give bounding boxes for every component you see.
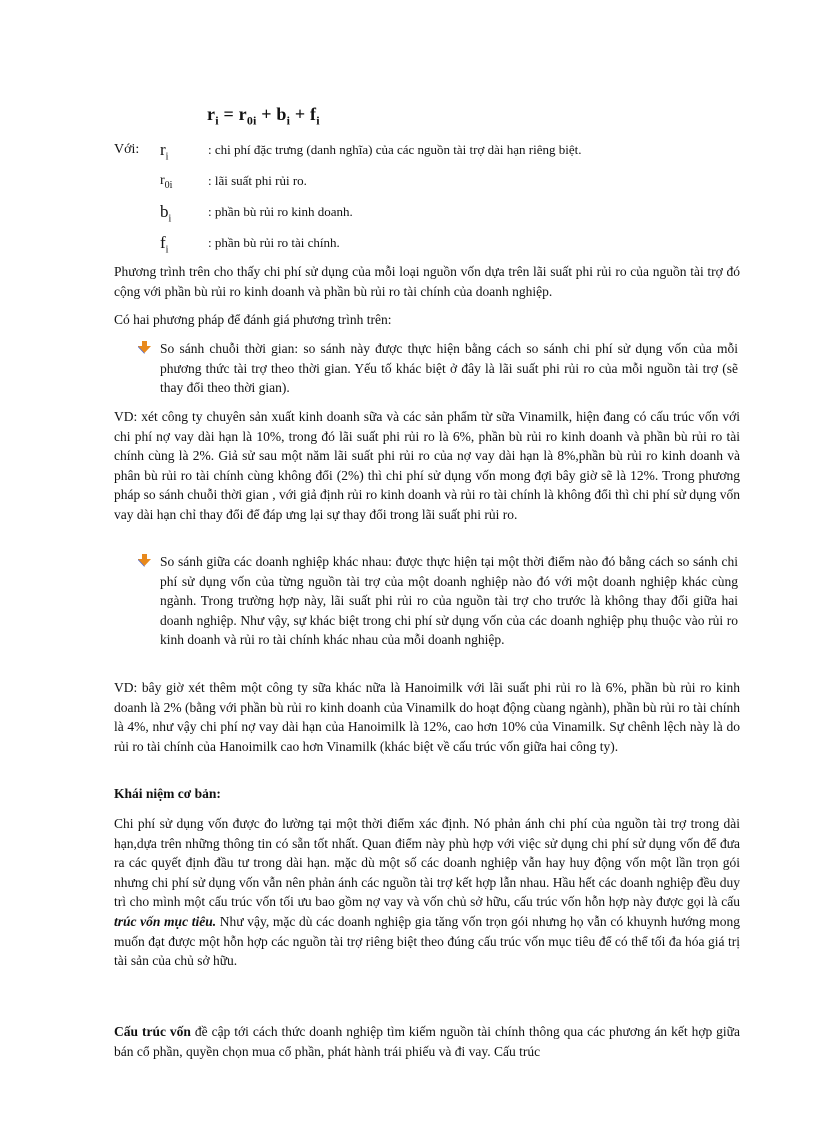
definition-symbol bbox=[160, 173, 172, 191]
definition-text: : phần bù rủi ro kinh doanh. bbox=[208, 204, 353, 219]
paragraph-text: Như vậy, mặc dù các doanh nghiệp gia tăng vốn trọn gói nhưng họ vẫn có khuynh hướng mong muốn đạt được một hỗn hợp các nguồn tài trợ riêng biệt theo đúng cấu trúc vốn mục tiêu để có thể tối đa hóa giá trị tài sản của chủ sở hữu. bbox=[114, 913, 740, 969]
paragraph-example-hanoimilk: VD: bây giờ xét thêm một công ty sữa khác nữa là Hanoimilk với lãi suất phi rủi ro là 6%, phần bù rủi ro kinh doanh là 2% (bằng với phần bù rủi ro kinh doanh của Vinamilk do hoạt động cùang ngành), phần bù rủi ro tài chính là 4%, như vậy chi phí nợ vay dài hạn của Hanoimilk là 12%, cao hơn 10% của Vinamilk. Sự chênh lệch này là do rủi ro tài chính của Hanoimilk cao hơn Vinamilk (khác biệt về cấu trúc vốn giữa hai công ty). bbox=[114, 680, 740, 754]
definition-row bbox=[114, 171, 754, 202]
emphasis-target-structure: trúc vốn mục tiêu. bbox=[114, 913, 217, 929]
paragraph-text: đề cập tới cách thức doanh nghiệp tìm kiếm nguồn tài chính thông qua các phương án kết hợp giữa bán cổ phần, quyền chọn mua cổ phần, phát hành trái phiếu và đi vay. Cấu trúc bbox=[114, 1024, 740, 1059]
formula-term-f-sub: i bbox=[316, 113, 320, 128]
symbol-sub: i bbox=[165, 244, 169, 256]
paragraph-example-vinamilk: VD: xét công ty chuyên sản xuất kinh doanh sữa và các sản phẩm từ sữa Vinamilk, hiện đang có cấu trúc vốn với chi phí nợ vay dài hạn là 10%, trong đó lãi suất phi rủi ro là 6%, phần bù rủi ro kinh doanh và phần bù rủi ro tài chính cùng là 2%. Giả sử sau một năm lãi suất phi rủi ro của nợ vay dài hạn là 8%,phần bù rủi ro kinh doanh và phân bù rủi ro tài chính cùng không đổi (2%) thì chi phí sử dụng vốn mong đợi bây giờ sẽ là 12%. Trong phương pháp so sánh chuỗi thời gian , với giả định rủi ro kinh doanh và rủi ro tài chính là không đổi thì chi phí sử dụng vốn vay dài hạn chỉ thay đổi để đáp ưng lại sự thay đổi trong lãi suất phi rủi ro. bbox=[114, 409, 740, 522]
formula-plus: + bbox=[256, 104, 277, 124]
symbol-sub: i bbox=[168, 213, 172, 225]
bullet-item-cross-firm bbox=[138, 552, 738, 650]
formula-lhs-sub: i bbox=[215, 113, 219, 128]
term-capital-structure: Cấu trúc vốn bbox=[114, 1024, 191, 1039]
formula-plus: + bbox=[290, 104, 311, 124]
formula-term-r0-sub: 0i bbox=[246, 113, 257, 128]
formula-term-f: f bbox=[310, 104, 317, 124]
paragraph-text: Chi phí sử dụng vốn được đo lường tại một thời điểm xác định. Nó phản ánh chi phí của nguồn tài trợ trong dài hạn,dựa trên những thông tin có sẵn tốt nhất. Quan điểm này phù hợp với việc sử dụng chi phí sử dụng vốn để đưa ra các quyết định đầu tư trong dài hạn. mặc dù một số các doanh nghiệp vẫn hay huy động vốn một lần trọn gói nhưng chi phí sử dụng vốn vẫn nên phản ánh các nguồn tài trợ kết hợp lẫn nhau. Hầu hết các doanh nghiệp đều duy trì cho mình một cấu trúc vốn tối ưu bao gồm nợ vay và vốn chủ sở hữu, cấu trúc vốn hỗn hợp này được gọi là cấu bbox=[114, 816, 740, 910]
formula-term-r0: r bbox=[238, 104, 247, 124]
definition-symbol bbox=[160, 202, 171, 224]
formula bbox=[207, 104, 320, 129]
definition-row bbox=[114, 140, 754, 171]
formula-equals: = bbox=[218, 104, 239, 124]
definition-symbol bbox=[160, 140, 168, 162]
bullet-text: So sánh giữa các doanh nghiệp khác nhau: được thực hiện tại một thời điểm nào đó bằng cách so sánh chi phí sử dụng vốn của từng nguồn tài trợ của một doanh nghiệp nào đó với một doanh nghiệp khác cùng ngành. Trong trường hợp này, lãi suất phi rủi ro của nguồn tài trợ cho trước là không thay đổi giữa hai doanh nghiệp. Như vậy, sự khác biệt trong chi phí sử dụng vốn của các doanh nghiệp phụ thuộc vào rủi ro kinh doanh và rủi ro tài chính khác nhau của mỗi doanh nghiệp. bbox=[160, 554, 738, 648]
section-heading: Khái niệm cơ bản: bbox=[114, 786, 221, 801]
paragraph-intro: Phương trình trên cho thấy chi phí sử dụng của mỗi loại nguồn vốn dựa trên lãi suất phi rủi ro của nguồn tài trợ đó cộng với phần bù rủi ro kinh doanh và phần bù rủi ro tài chính của doanh nghiệp. bbox=[114, 264, 740, 299]
definition-text: : lãi suất phi rủi ro. bbox=[208, 173, 307, 188]
definition-text: : phần bù rủi ro tài chính. bbox=[208, 235, 340, 250]
definition-row bbox=[114, 233, 754, 264]
formula-term-b-sub: i bbox=[286, 113, 291, 128]
definition-text: : chi phí đặc trưng (danh nghĩa) của các nguồn tài trợ dài hạn riêng biệt. bbox=[208, 142, 582, 157]
symbol-letter: b bbox=[160, 202, 169, 221]
definition-symbol bbox=[160, 233, 168, 255]
formula-term-b: b bbox=[276, 104, 287, 124]
symbol-sub: 0i bbox=[164, 179, 173, 191]
symbol-letter: r bbox=[160, 140, 166, 159]
definition-row bbox=[114, 202, 754, 233]
arrow-bullet-icon bbox=[138, 554, 151, 567]
symbol-letter: f bbox=[160, 233, 166, 252]
formula-lhs: r bbox=[207, 104, 216, 124]
paragraph-methods: Có hai phương pháp để đánh giá phương trình trên: bbox=[114, 312, 392, 327]
paragraph-capital-structure bbox=[114, 1022, 740, 1061]
symbol-sub: i bbox=[165, 151, 169, 163]
arrow-bullet-icon bbox=[138, 341, 151, 354]
bullet-text: So sánh chuỗi thời gian: so sánh này được thực hiện bằng cách so sánh chi phí sử dụng vốn của mỗi phương thức tài trợ theo thời gian. Yếu tố khác biệt ở đây là lãi suất phi rủi ro của mỗi nguồn tài trợ (sẽ thay đổi theo thời gian). bbox=[160, 341, 738, 396]
paragraph-basic-concept bbox=[114, 814, 740, 971]
symbol-letter: r bbox=[160, 173, 165, 188]
bullet-item-time-series bbox=[138, 339, 738, 398]
definitions-lead: Với: bbox=[114, 142, 140, 157]
definitions-list bbox=[114, 140, 754, 264]
